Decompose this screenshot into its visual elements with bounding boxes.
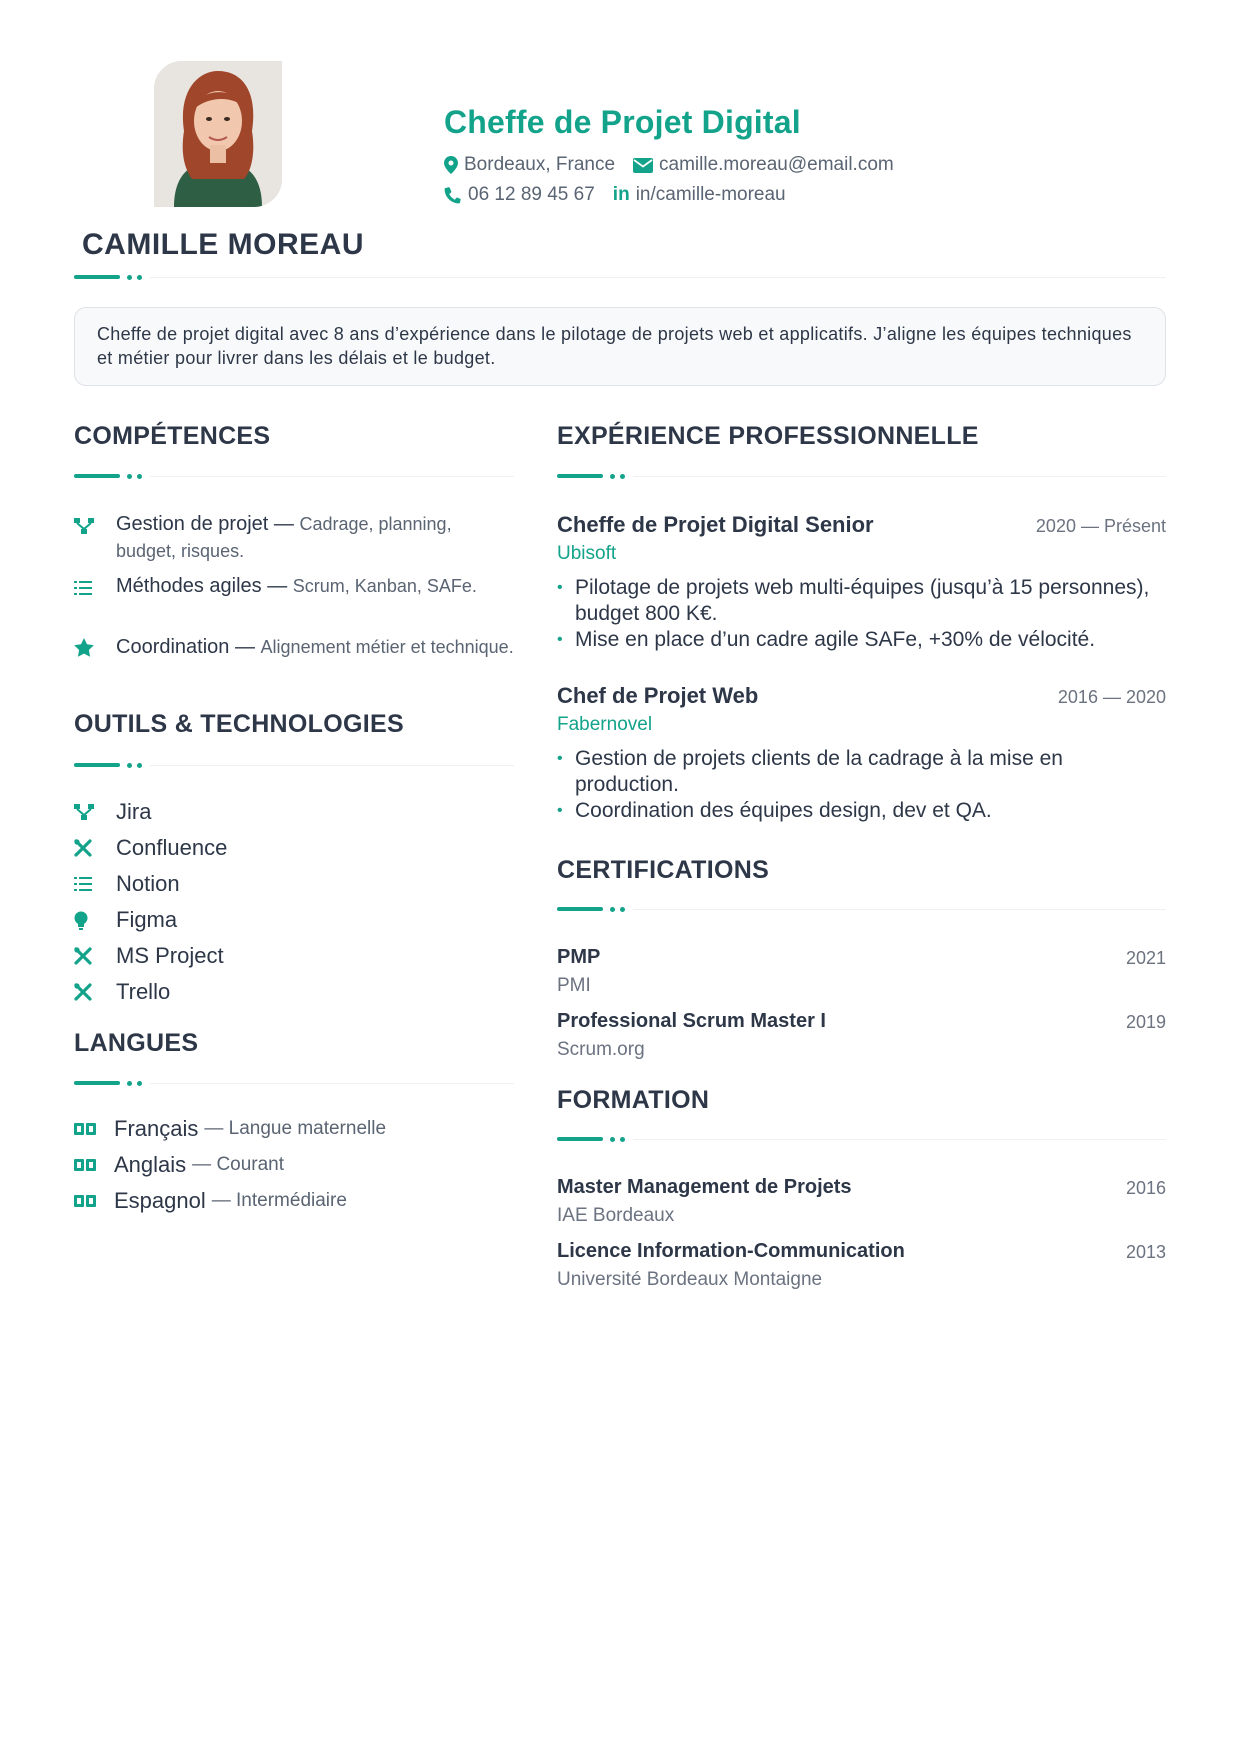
language-icon bbox=[74, 1159, 114, 1171]
language-item: Français — Langue maternelle bbox=[74, 1116, 386, 1142]
experience-company: Fabernovel bbox=[557, 714, 653, 735]
summary-box: Cheffe de projet digital avec 8 ans d’expérience dans le pilotage de projets web et applicatifs. J’aligne les équipes techniques et métier pour livrer dans les délais et le budget. bbox=[74, 307, 1166, 386]
skill-item: Coordination — Alignement métier et technique. bbox=[74, 634, 514, 665]
tools-icon bbox=[74, 983, 116, 1001]
language-icon bbox=[74, 1195, 114, 1207]
skill-desc: Alignement métier et technique. bbox=[260, 637, 514, 657]
experience-company: Ubisoft bbox=[557, 543, 617, 564]
skill-desc: Cadrage, planning, budget, risques. bbox=[116, 514, 452, 561]
phone-text[interactable]: 06 12 89 45 67 bbox=[468, 184, 595, 205]
profile-photo bbox=[154, 61, 282, 207]
phone-icon bbox=[444, 186, 462, 204]
tool-item bbox=[74, 979, 170, 1005]
skill-item: Méthodes agiles — Scrum, Kanban, SAFe. bbox=[74, 573, 514, 604]
certifications-divider bbox=[557, 906, 1166, 912]
experience-role: Cheffe de Projet Digital Senior bbox=[557, 512, 874, 537]
certification-org: PMI bbox=[557, 975, 591, 996]
certification-year: 2019 bbox=[1125, 1012, 1166, 1032]
phone-item[interactable] bbox=[444, 184, 595, 206]
certifications-heading: CERTIFICATIONS bbox=[557, 856, 770, 884]
tool-item bbox=[74, 943, 224, 969]
job-title: Cheffe de Projet Digital bbox=[444, 104, 801, 140]
language-name: Français bbox=[114, 1116, 199, 1141]
education-school: Université Bordeaux Montaigne bbox=[557, 1269, 823, 1290]
location-text: Bordeaux, France bbox=[464, 154, 616, 175]
experience-dates: 2016 — 2020 bbox=[1057, 687, 1166, 707]
certification-name: Professional Scrum Master I bbox=[557, 1010, 826, 1032]
skills-divider bbox=[74, 473, 514, 479]
map-pin-icon bbox=[444, 156, 458, 174]
education-year: 2013 bbox=[1125, 1242, 1166, 1262]
skill-name: Coordination bbox=[116, 636, 230, 658]
experience-divider bbox=[557, 473, 1166, 479]
language-name: Espagnol bbox=[114, 1188, 206, 1213]
experience-bullet: • Coordination des équipes design, dev et QA. bbox=[557, 798, 1167, 824]
linkedin-icon: in bbox=[612, 184, 630, 205]
languages-divider bbox=[74, 1080, 514, 1086]
tool-item bbox=[74, 799, 151, 825]
hierarchy-icon bbox=[74, 511, 116, 565]
list-icon bbox=[74, 876, 116, 892]
tool-name: Notion bbox=[116, 871, 180, 896]
experience-bullet: • Pilotage de projets web multi-équipes (jusqu’à 15 personnes), budget 800 K€. bbox=[557, 575, 1167, 627]
list-icon bbox=[74, 573, 116, 604]
language-name: Anglais bbox=[114, 1152, 187, 1177]
envelope-icon bbox=[633, 158, 653, 173]
certification-org: Scrum.org bbox=[557, 1039, 645, 1060]
linkedin-item[interactable] bbox=[613, 184, 786, 206]
certification-year: 2021 bbox=[1125, 948, 1166, 968]
experience-dates: 2020 — Présent bbox=[1035, 516, 1166, 536]
email-item[interactable] bbox=[633, 154, 894, 176]
experience-bullet: • Gestion de projets clients de la cadrage à la mise en production. bbox=[557, 746, 1167, 798]
hierarchy-icon bbox=[74, 804, 116, 820]
education-school: IAE Bordeaux bbox=[557, 1205, 675, 1226]
lightbulb-icon bbox=[74, 911, 116, 930]
linkedin-text[interactable]: in/camille-moreau bbox=[635, 184, 786, 205]
education-degree: Licence Information-Communication bbox=[557, 1240, 905, 1262]
certification-name: PMP bbox=[557, 946, 601, 968]
tools-icon bbox=[74, 947, 116, 965]
star-icon bbox=[74, 634, 116, 665]
experience-bullets bbox=[557, 746, 1167, 824]
experience-bullets bbox=[557, 575, 1167, 653]
education-degree: Master Management de Projets bbox=[557, 1176, 852, 1198]
tool-item bbox=[74, 871, 180, 897]
tool-name: Confluence bbox=[116, 835, 228, 860]
education-heading: FORMATION bbox=[557, 1086, 710, 1114]
tool-name: Figma bbox=[116, 907, 178, 932]
skill-desc: Scrum, Kanban, SAFe. bbox=[292, 576, 477, 596]
contact-row bbox=[444, 184, 804, 206]
tool-item bbox=[74, 907, 177, 933]
language-item: Espagnol — Intermédiaire bbox=[74, 1188, 347, 1214]
contact-row bbox=[444, 154, 912, 176]
skill-name: Méthodes agiles bbox=[116, 575, 262, 597]
tools-divider bbox=[74, 762, 514, 768]
skill-item: Gestion de projet — Cadrage, planning, budget, risques. bbox=[74, 511, 514, 565]
experience-heading: EXPÉRIENCE PROFESSIONNELLE bbox=[557, 422, 979, 450]
language-icon bbox=[74, 1123, 114, 1135]
tools-icon bbox=[74, 839, 116, 857]
tools-heading: OUTILS & TECHNOLOGIES bbox=[74, 710, 404, 738]
skill-name: Gestion de projet bbox=[116, 513, 269, 535]
location-item bbox=[444, 154, 615, 176]
language-level: Intermédiaire bbox=[236, 1190, 347, 1211]
tool-name: Trello bbox=[116, 979, 171, 1004]
education-divider bbox=[557, 1136, 1166, 1142]
experience-bullet: • Mise en place d’un cadre agile SAFe, +30% de vélocité. bbox=[557, 627, 1167, 653]
language-item: Anglais — Courant bbox=[74, 1152, 284, 1178]
language-level: Courant bbox=[216, 1154, 285, 1175]
language-level: Langue maternelle bbox=[228, 1118, 387, 1139]
tool-name: Jira bbox=[116, 799, 152, 824]
experience-role: Chef de Projet Web bbox=[557, 683, 759, 708]
education-year: 2016 bbox=[1125, 1178, 1166, 1198]
header-divider bbox=[74, 274, 1166, 280]
skills-heading: COMPÉTENCES bbox=[74, 422, 271, 450]
languages-heading: LANGUES bbox=[74, 1029, 199, 1057]
tool-name: MS Project bbox=[116, 943, 224, 968]
email-text[interactable]: camille.moreau@email.com bbox=[659, 154, 894, 175]
tool-item bbox=[74, 835, 227, 861]
full-name: CAMILLE MOREAU bbox=[82, 228, 364, 261]
